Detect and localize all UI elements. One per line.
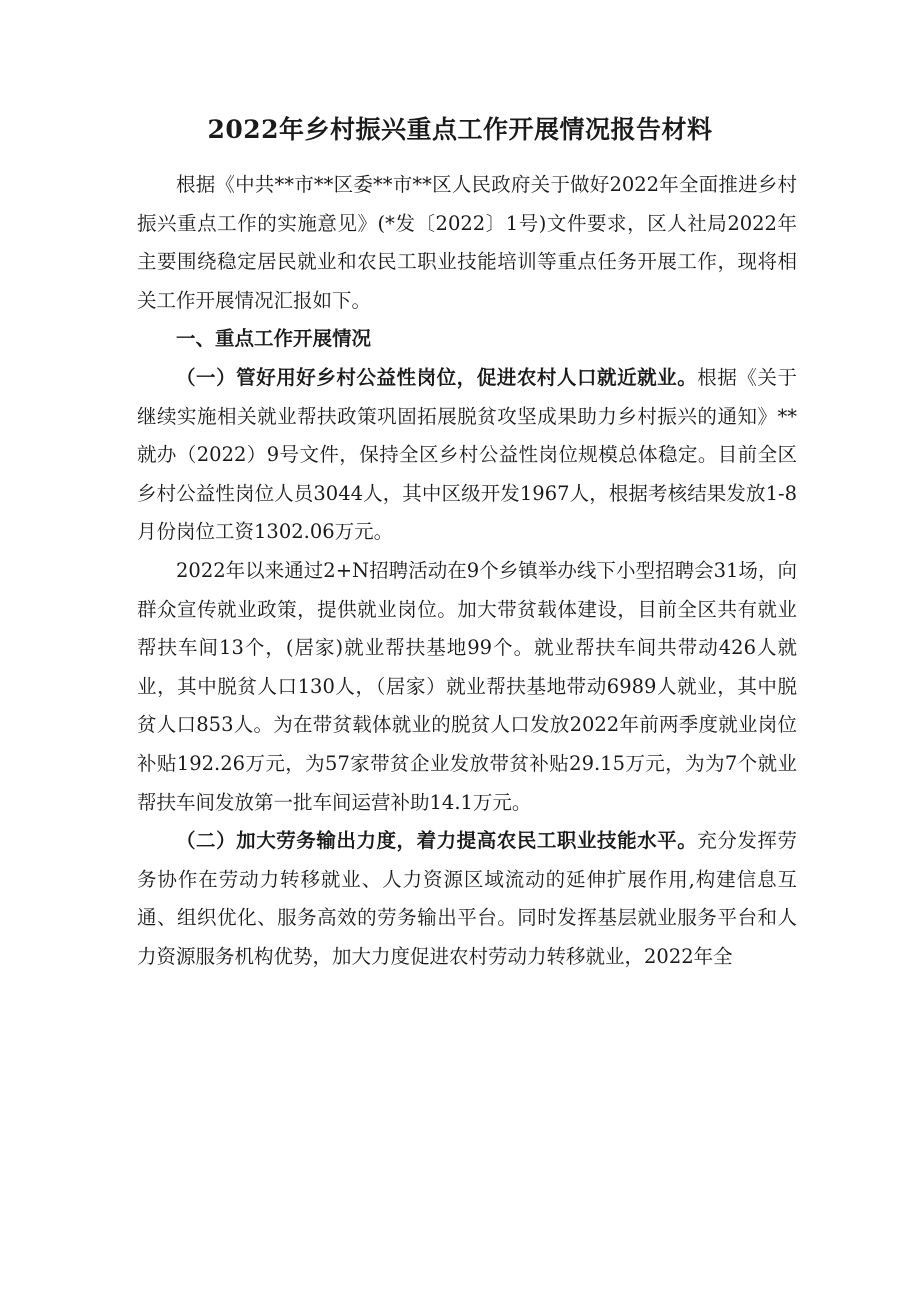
item-1-lead: （一）管好用好乡村公益性岗位，促进农村人口就近就业。 [176,365,698,389]
document-body [137,166,797,976]
item-1-paragraph [137,359,797,552]
item-2-paragraph [137,822,797,976]
recruitment-paragraph: 2022年以来通过2+N招聘活动在9个乡镇举办线下小型招聘会31场，向群众宣传就业政策，提供就业岗位。加大带贫载体建设，目前全区共有就业帮扶车间13个，(居家)就业帮扶基地99个。就业帮扶车间共带动426人就业，其中脱贫人口130人，（居家）就业帮扶基地带动6989人就业，其中脱贫人口853人。为在带贫载体就业的脱贫人口发放2022年前两季度就业岗位补贴192.26万元，为57家带贫企业发放带贫补贴29.15万元，为为7个就业帮扶车间发放第一批车间运营补助14.1万元。 [137,558,797,814]
item-2-text: 充分发挥劳务协作在劳动力转移就业、人力资源区域流动的延伸扩展作用,构建信息互通、组织优化、服务高效的劳务输出平台。同时发挥基层就业服务平台和人力资源服务机构优势，加大力度促进农村劳动力转移就业，2022年全 [137,829,797,968]
section-heading: 一、重点工作开展情况 [176,327,372,351]
item-2-lead: （二）加大劳务输出力度，着力提高农民工职业技能水平。 [176,829,698,853]
document-title: 2022年乡村振兴重点工作开展情况报告材料 [207,115,713,144]
intro-paragraph: 根据《中共**市**区委**市**区人民政府关于做好2022年全面推进乡村振兴重点工作的实施意见》(*发〔2022〕1号)文件要求，区人社局2022年主要围绕稳定居民就业和农民工职业技能培训等重点任务开展工作，现将相关工作开展情况汇报如下。 [137,173,797,312]
item-1-text: 根据《关于继续实施相关就业帮扶政策巩固拓展脱贫攻坚成果助力乡村振兴的通知》**就办（2022）9号文件，保持全区乡村公益性岗位规模总体稳定。目前全区乡村公益性岗位人员3044人，其中区级开发1967人，根据考核结果发放1-8月份岗位工资1302.06万元。 [137,365,797,544]
